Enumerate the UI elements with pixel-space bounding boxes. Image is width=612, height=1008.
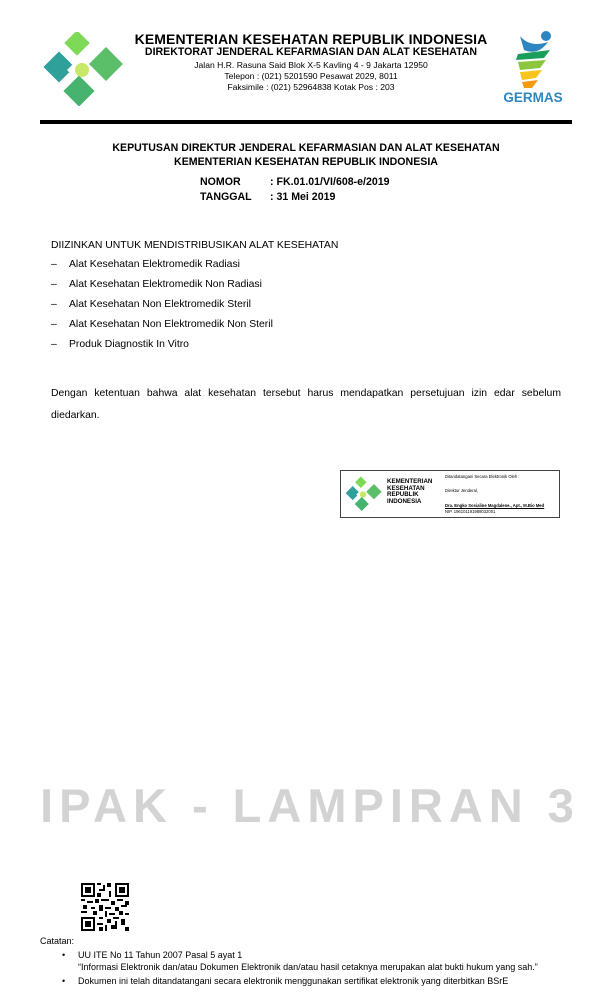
bullet-marker: • <box>62 976 66 986</box>
dash-marker: – <box>51 319 57 330</box>
number-label: NOMOR <box>200 176 241 188</box>
date-label: TANGGAL <box>200 191 252 203</box>
qr-code <box>81 883 129 931</box>
directorate-name: DIREKTORAT JENDERAL KEFARMASIAN DAN ALAT KESEHATAN <box>144 46 478 58</box>
header-divider <box>40 120 572 124</box>
list-item-text: Produk Diagnostik In Vitro <box>69 339 189 350</box>
list-item <box>51 318 273 338</box>
dash-marker: – <box>51 279 57 290</box>
dash-marker: – <box>51 259 57 270</box>
signature-ministry-name <box>387 479 445 505</box>
note-ite-law: UU ITE No 11 Tahun 2007 Pasal 5 ayat 1 <box>78 950 243 960</box>
list-item-text: Alat Kesehatan Elektromedik Radiasi <box>69 259 240 270</box>
signer-position: Direktur Jenderal, <box>445 488 479 493</box>
kemenkes-logo-small <box>345 476 383 512</box>
list-item-text: Alat Kesehatan Elektromedik Non Radiasi <box>69 279 262 290</box>
list-item <box>51 258 273 278</box>
dash-marker: – <box>51 339 57 350</box>
ministry-line: KEMENTERIAN <box>387 478 433 485</box>
permission-heading: DIIZINKAN UNTUK MENDISTRIBUSIKAN ALAT KESEHATAN <box>51 240 339 251</box>
note-bsre-signature: Dokumen ini telah ditandatangani secara elektronik menggunakan sertifikat elektronik yang diterbitkan BSrE <box>78 976 509 986</box>
signer-nip: NIP. 196101191988032001 <box>445 509 496 514</box>
decree-title-line2: KEMENTERIAN KESEHATAN REPUBLIK INDONESIA <box>174 156 438 168</box>
watermark: IPAK - LAMPIRAN 3 <box>40 779 580 832</box>
list-item <box>51 298 273 318</box>
germas-label: GERMAS <box>503 90 563 105</box>
bullet-marker: • <box>62 950 66 960</box>
device-category-list <box>51 258 273 358</box>
list-item <box>51 338 273 358</box>
condition-line1: Dengan ketentuan bahwa alat kesehatan tersebut harus mendapatkan persetujuan izin edar sebelum <box>51 388 561 399</box>
signed-by-text: Ditandatangani Secara Elektronik Oleh : <box>445 474 520 479</box>
ministry-line: INDONESIA <box>387 497 422 505</box>
office-telephone: Telepon : (021) 5201590 Pesawat 2029, 8011 <box>224 71 398 81</box>
office-address: Jalan H.R. Rasuna Said Blok X-5 Kavling 4 - 9 Jakarta 12950 <box>194 60 428 70</box>
ministry-name: KEMENTERIAN KESEHATAN REPUBLIK INDONESIA <box>134 31 488 47</box>
distribution-condition <box>51 383 561 427</box>
note-ite-quote: “Informasi Elektronik dan/atau Dokumen Elektronik dan/atau hasil cetaknya merupakan alat bukti hukum yang sah.” <box>78 962 538 972</box>
number-value: : FK.01.01/VI/608-e/2019 <box>270 176 390 188</box>
dash-marker: – <box>51 299 57 310</box>
condition-line2: diedarkan. <box>51 410 100 421</box>
ministry-line: KESEHATAN <box>387 484 425 492</box>
list-item <box>51 278 273 298</box>
electronic-signature-box <box>340 470 560 518</box>
list-item-text: Alat Kesehatan Non Elektromedik Non Steril <box>69 319 273 330</box>
kemenkes-logo <box>42 32 126 106</box>
notes-label: Catatan: <box>40 936 75 946</box>
office-fax: Faksimile : (021) 52964838 Kotak Pos : 203 <box>227 82 395 92</box>
signer-name: Dra. Engko Sosialine Magdalene., Apt., M.Bio Med <box>445 503 545 508</box>
date-value: : 31 Mei 2019 <box>270 191 336 203</box>
list-item-text: Alat Kesehatan Non Elektromedik Steril <box>69 299 251 310</box>
decree-title-line1: KEPUTUSAN DIREKTUR JENDERAL KEFARMASIAN DAN ALAT KESEHATAN <box>112 142 500 154</box>
ministry-line: REPUBLIK <box>387 491 419 499</box>
